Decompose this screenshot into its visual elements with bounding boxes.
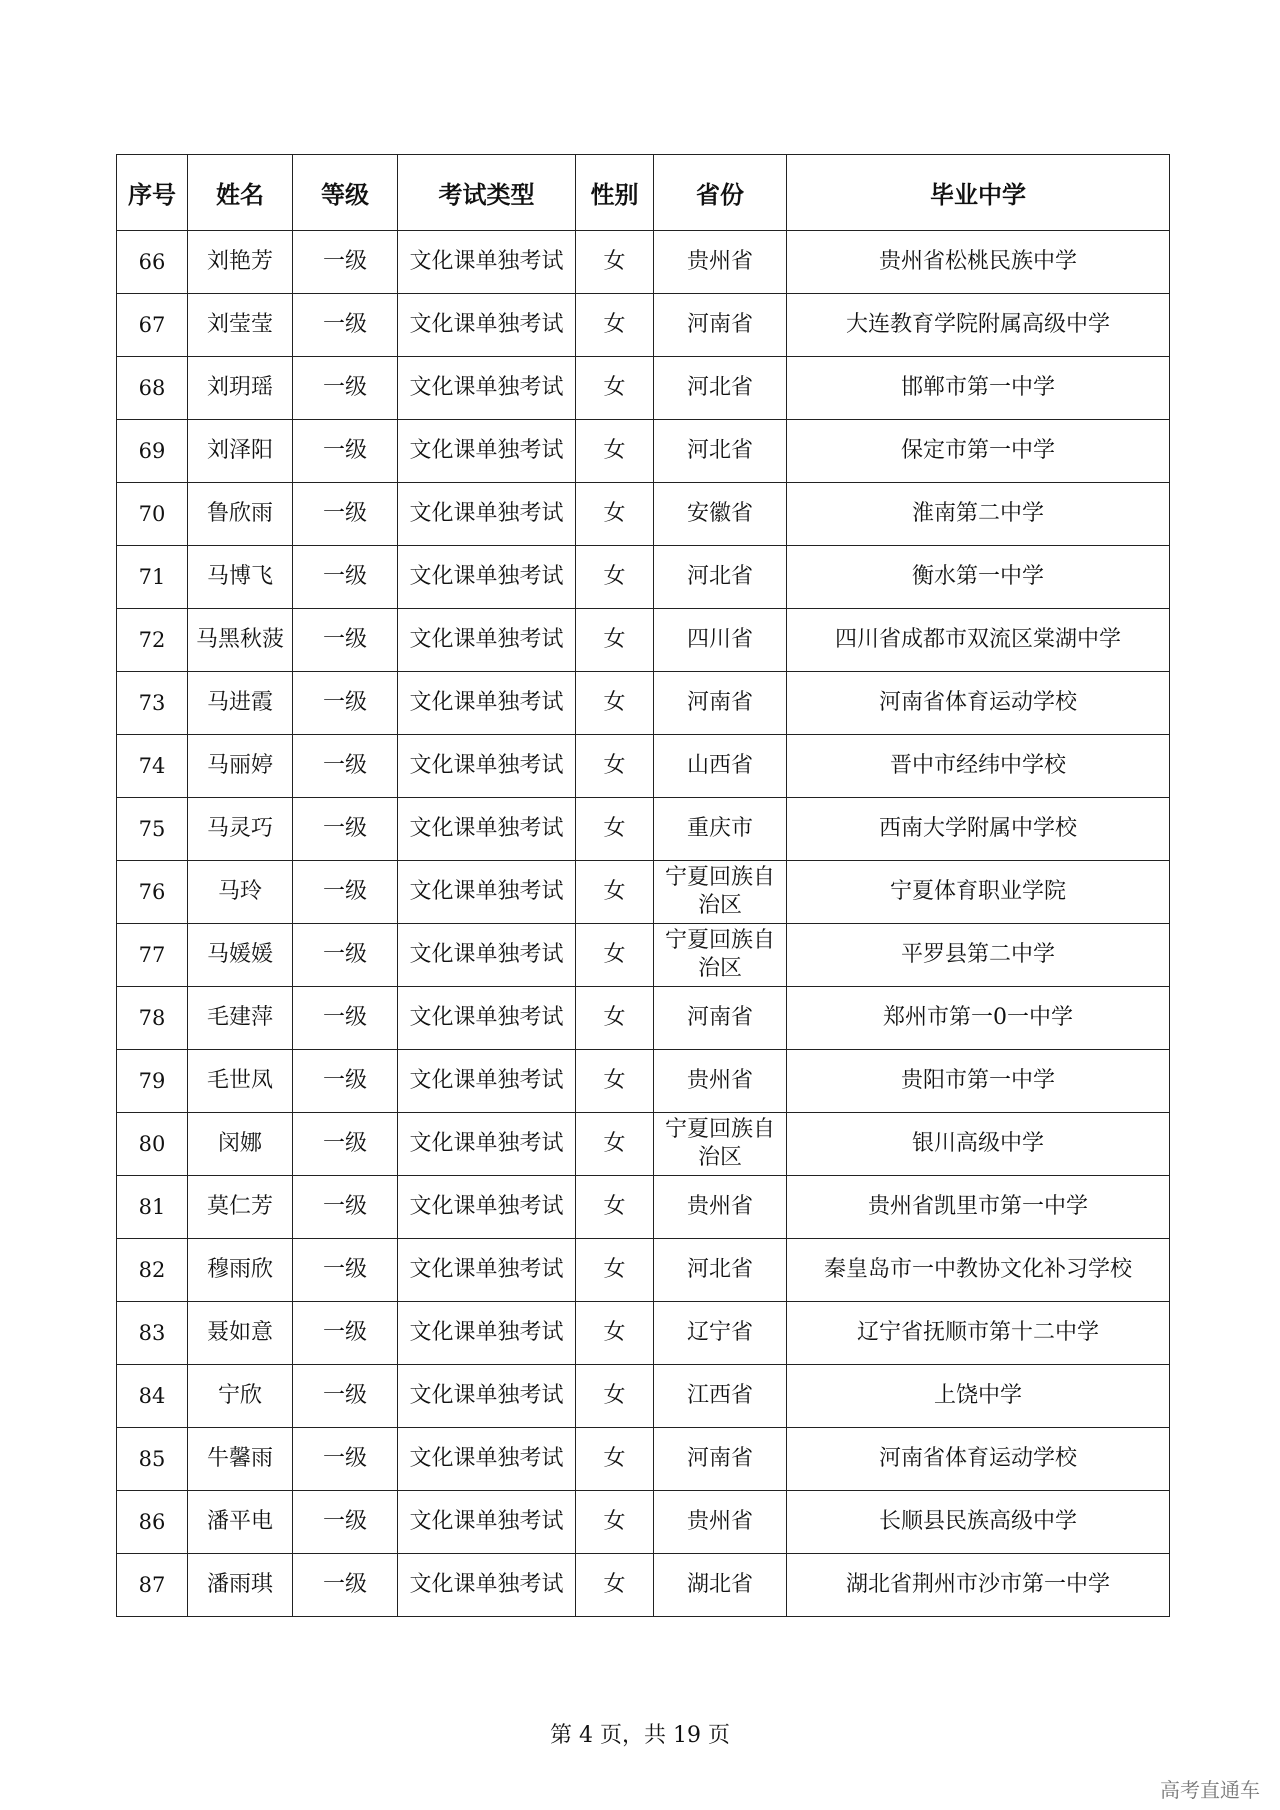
cell-province: 山西省 xyxy=(654,735,787,798)
header-index: 序号 xyxy=(117,155,188,231)
table-row xyxy=(117,924,1170,987)
cell-gender: 女 xyxy=(576,987,654,1050)
cell-province: 河北省 xyxy=(654,1239,787,1302)
cell-gender: 女 xyxy=(576,357,654,420)
cell-name: 刘艳芳 xyxy=(188,231,293,294)
cell-school: 贵州省凯里市第一中学 xyxy=(787,1176,1170,1239)
table-row xyxy=(117,798,1170,861)
cell-province: 四川省 xyxy=(654,609,787,672)
cell-gender: 女 xyxy=(576,1491,654,1554)
cell-school: 晋中市经纬中学校 xyxy=(787,735,1170,798)
cell-level: 一级 xyxy=(293,609,398,672)
cell-exam-type: 文化课单独考试 xyxy=(398,1554,576,1617)
cell-level: 一级 xyxy=(293,987,398,1050)
cell-exam-type: 文化课单独考试 xyxy=(398,1428,576,1491)
cell-level: 一级 xyxy=(293,1050,398,1113)
cell-level: 一级 xyxy=(293,231,398,294)
cell-index: 67 xyxy=(117,294,188,357)
cell-school: 贵州省松桃民族中学 xyxy=(787,231,1170,294)
header-gender: 性别 xyxy=(576,155,654,231)
cell-name: 马进霞 xyxy=(188,672,293,735)
cell-level: 一级 xyxy=(293,1491,398,1554)
table-row xyxy=(117,357,1170,420)
cell-name: 闵娜 xyxy=(188,1113,293,1176)
cell-province: 辽宁省 xyxy=(654,1302,787,1365)
cell-school: 邯郸市第一中学 xyxy=(787,357,1170,420)
province-text: 宁夏回族自治区 xyxy=(665,928,776,981)
cell-level: 一级 xyxy=(293,1176,398,1239)
cell-school: 郑州市第一0一中学 xyxy=(787,987,1170,1050)
cell-name: 聂如意 xyxy=(188,1302,293,1365)
cell-name: 马玲 xyxy=(188,861,293,924)
table-row xyxy=(117,231,1170,294)
student-list-table xyxy=(116,154,1170,1617)
header-name: 姓名 xyxy=(188,155,293,231)
cell-index: 73 xyxy=(117,672,188,735)
cell-exam-type: 文化课单独考试 xyxy=(398,924,576,987)
cell-index: 70 xyxy=(117,483,188,546)
cell-level: 一级 xyxy=(293,672,398,735)
table-row xyxy=(117,1302,1170,1365)
cell-exam-type: 文化课单独考试 xyxy=(398,294,576,357)
header-exam-type: 考试类型 xyxy=(398,155,576,231)
table-row xyxy=(117,420,1170,483)
cell-level: 一级 xyxy=(293,546,398,609)
cell-province: 贵州省 xyxy=(654,231,787,294)
cell-gender: 女 xyxy=(576,924,654,987)
table-row xyxy=(117,672,1170,735)
cell-province: 河北省 xyxy=(654,357,787,420)
cell-gender: 女 xyxy=(576,1428,654,1491)
cell-name: 潘平电 xyxy=(188,1491,293,1554)
table-row xyxy=(117,546,1170,609)
cell-school: 秦皇岛市一中教协文化补习学校 xyxy=(787,1239,1170,1302)
cell-index: 79 xyxy=(117,1050,188,1113)
cell-index: 68 xyxy=(117,357,188,420)
table-row xyxy=(117,1050,1170,1113)
cell-index: 76 xyxy=(117,861,188,924)
cell-school: 长顺县民族高级中学 xyxy=(787,1491,1170,1554)
cell-index: 75 xyxy=(117,798,188,861)
table-row xyxy=(117,987,1170,1050)
cell-name: 牛馨雨 xyxy=(188,1428,293,1491)
table-row xyxy=(117,861,1170,924)
cell-gender: 女 xyxy=(576,1113,654,1176)
cell-name: 马媛媛 xyxy=(188,924,293,987)
cell-level: 一级 xyxy=(293,924,398,987)
cell-index: 77 xyxy=(117,924,188,987)
cell-exam-type: 文化课单独考试 xyxy=(398,420,576,483)
cell-index: 82 xyxy=(117,1239,188,1302)
cell-province xyxy=(654,861,787,924)
cell-name: 莫仁芳 xyxy=(188,1176,293,1239)
cell-name: 马黑秋菠 xyxy=(188,609,293,672)
table-row xyxy=(117,294,1170,357)
cell-name: 毛世凤 xyxy=(188,1050,293,1113)
cell-province xyxy=(654,1113,787,1176)
cell-gender: 女 xyxy=(576,672,654,735)
cell-index: 83 xyxy=(117,1302,188,1365)
cell-gender: 女 xyxy=(576,294,654,357)
watermark: 高考直通车 xyxy=(1160,1778,1260,1802)
cell-province: 贵州省 xyxy=(654,1176,787,1239)
cell-index: 80 xyxy=(117,1113,188,1176)
cell-index: 86 xyxy=(117,1491,188,1554)
cell-exam-type: 文化课单独考试 xyxy=(398,1113,576,1176)
cell-gender: 女 xyxy=(576,1050,654,1113)
cell-level: 一级 xyxy=(293,294,398,357)
cell-school: 湖北省荆州市沙市第一中学 xyxy=(787,1554,1170,1617)
cell-school: 上饶中学 xyxy=(787,1365,1170,1428)
table-row xyxy=(117,1428,1170,1491)
header-level: 等级 xyxy=(293,155,398,231)
cell-gender: 女 xyxy=(576,1365,654,1428)
cell-gender: 女 xyxy=(576,735,654,798)
table-row xyxy=(117,1491,1170,1554)
cell-level: 一级 xyxy=(293,483,398,546)
cell-level: 一级 xyxy=(293,1239,398,1302)
cell-exam-type: 文化课单独考试 xyxy=(398,1302,576,1365)
cell-name: 潘雨琪 xyxy=(188,1554,293,1617)
cell-index: 84 xyxy=(117,1365,188,1428)
cell-level: 一级 xyxy=(293,1113,398,1176)
cell-province: 安徽省 xyxy=(654,483,787,546)
cell-level: 一级 xyxy=(293,1554,398,1617)
table-row xyxy=(117,1239,1170,1302)
cell-level: 一级 xyxy=(293,420,398,483)
cell-level: 一级 xyxy=(293,1365,398,1428)
cell-level: 一级 xyxy=(293,1428,398,1491)
table-row xyxy=(117,483,1170,546)
header-province: 省份 xyxy=(654,155,787,231)
cell-province xyxy=(654,924,787,987)
cell-gender: 女 xyxy=(576,798,654,861)
cell-gender: 女 xyxy=(576,1176,654,1239)
table-header-row xyxy=(117,155,1170,231)
cell-exam-type: 文化课单独考试 xyxy=(398,1050,576,1113)
table-row xyxy=(117,735,1170,798)
cell-index: 87 xyxy=(117,1554,188,1617)
province-text: 宁夏回族自治区 xyxy=(665,1117,776,1170)
cell-index: 78 xyxy=(117,987,188,1050)
cell-exam-type: 文化课单独考试 xyxy=(398,1491,576,1554)
cell-province: 江西省 xyxy=(654,1365,787,1428)
cell-name: 宁欣 xyxy=(188,1365,293,1428)
cell-gender: 女 xyxy=(576,861,654,924)
cell-province: 河北省 xyxy=(654,420,787,483)
cell-school: 宁夏体育职业学院 xyxy=(787,861,1170,924)
cell-name: 刘莹莹 xyxy=(188,294,293,357)
cell-province: 河南省 xyxy=(654,672,787,735)
cell-level: 一级 xyxy=(293,861,398,924)
cell-index: 66 xyxy=(117,231,188,294)
table-row xyxy=(117,1176,1170,1239)
cell-school: 辽宁省抚顺市第十二中学 xyxy=(787,1302,1170,1365)
cell-exam-type: 文化课单独考试 xyxy=(398,1176,576,1239)
cell-school: 淮南第二中学 xyxy=(787,483,1170,546)
cell-province: 河北省 xyxy=(654,546,787,609)
cell-level: 一级 xyxy=(293,357,398,420)
cell-school: 贵阳市第一中学 xyxy=(787,1050,1170,1113)
cell-exam-type: 文化课单独考试 xyxy=(398,1239,576,1302)
cell-name: 马灵巧 xyxy=(188,798,293,861)
cell-gender: 女 xyxy=(576,483,654,546)
cell-province: 贵州省 xyxy=(654,1050,787,1113)
cell-exam-type: 文化课单独考试 xyxy=(398,546,576,609)
cell-gender: 女 xyxy=(576,1239,654,1302)
table-body xyxy=(117,231,1170,1617)
table-row xyxy=(117,609,1170,672)
cell-exam-type: 文化课单独考试 xyxy=(398,987,576,1050)
page-number: 第 4 页，共 19 页 xyxy=(550,1723,730,1748)
cell-level: 一级 xyxy=(293,798,398,861)
cell-province: 重庆市 xyxy=(654,798,787,861)
cell-index: 69 xyxy=(117,420,188,483)
cell-index: 74 xyxy=(117,735,188,798)
cell-school: 大连教育学院附属高级中学 xyxy=(787,294,1170,357)
cell-name: 毛建萍 xyxy=(188,987,293,1050)
cell-exam-type: 文化课单独考试 xyxy=(398,483,576,546)
table-row xyxy=(117,1365,1170,1428)
cell-gender: 女 xyxy=(576,609,654,672)
cell-province: 湖北省 xyxy=(654,1554,787,1617)
cell-gender: 女 xyxy=(576,1302,654,1365)
cell-exam-type: 文化课单独考试 xyxy=(398,1365,576,1428)
cell-school: 西南大学附属中学校 xyxy=(787,798,1170,861)
cell-province: 贵州省 xyxy=(654,1491,787,1554)
cell-province: 河南省 xyxy=(654,1428,787,1491)
cell-name: 鲁欣雨 xyxy=(188,483,293,546)
cell-gender: 女 xyxy=(576,1554,654,1617)
cell-school: 四川省成都市双流区棠湖中学 xyxy=(787,609,1170,672)
cell-gender: 女 xyxy=(576,420,654,483)
cell-name: 马博飞 xyxy=(188,546,293,609)
cell-exam-type: 文化课单独考试 xyxy=(398,357,576,420)
cell-school: 平罗县第二中学 xyxy=(787,924,1170,987)
header-school: 毕业中学 xyxy=(787,155,1170,231)
cell-province: 河南省 xyxy=(654,987,787,1050)
cell-name: 穆雨欣 xyxy=(188,1239,293,1302)
cell-gender: 女 xyxy=(576,231,654,294)
cell-name: 刘泽阳 xyxy=(188,420,293,483)
cell-index: 81 xyxy=(117,1176,188,1239)
cell-exam-type: 文化课单独考试 xyxy=(398,861,576,924)
cell-school: 银川高级中学 xyxy=(787,1113,1170,1176)
cell-index: 71 xyxy=(117,546,188,609)
cell-level: 一级 xyxy=(293,735,398,798)
table-row xyxy=(117,1113,1170,1176)
cell-level: 一级 xyxy=(293,1302,398,1365)
cell-gender: 女 xyxy=(576,546,654,609)
cell-exam-type: 文化课单独考试 xyxy=(398,735,576,798)
cell-exam-type: 文化课单独考试 xyxy=(398,231,576,294)
cell-index: 72 xyxy=(117,609,188,672)
cell-exam-type: 文化课单独考试 xyxy=(398,672,576,735)
province-text: 宁夏回族自治区 xyxy=(665,865,776,918)
cell-index: 85 xyxy=(117,1428,188,1491)
cell-school: 保定市第一中学 xyxy=(787,420,1170,483)
cell-exam-type: 文化课单独考试 xyxy=(398,798,576,861)
cell-school: 河南省体育运动学校 xyxy=(787,1428,1170,1491)
cell-school: 衡水第一中学 xyxy=(787,546,1170,609)
cell-school: 河南省体育运动学校 xyxy=(787,672,1170,735)
table-row xyxy=(117,1554,1170,1617)
cell-province: 河南省 xyxy=(654,294,787,357)
cell-exam-type: 文化课单独考试 xyxy=(398,609,576,672)
cell-name: 刘玥瑶 xyxy=(188,357,293,420)
cell-name: 马丽婷 xyxy=(188,735,293,798)
